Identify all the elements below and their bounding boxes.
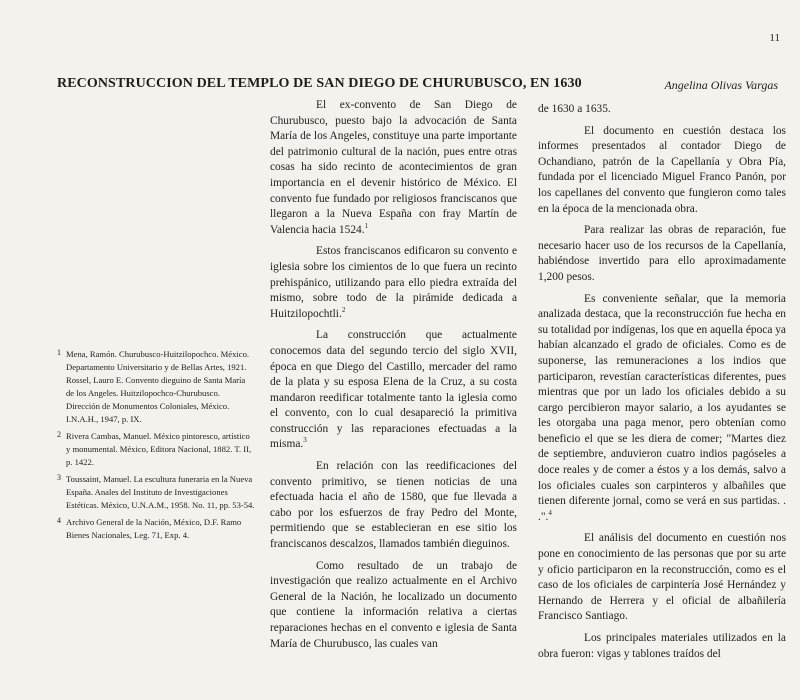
paragraph-text: Es conveniente señalar, que la memoria analizada destaca, que la reconstrucción fue hecha en su totalidad por indígenas, los que en aquella época ya habían alcanzado el grado de oficiales. Como es de suponerse, las remuneraciones a los indios que participaron, revestían características diferentes, pues mientras que por un lado los oficiales debido a su cargo percibieron mayor salario, a los ayudantes se les otorgaba una paga menor, pero obtenían como beneficio el que se les diera de comer; "Martes diez de septiembre, anduvieron cuatro indios pagóseles a doce reales y de comer a éstos y a los demás, salvo a los oficiales cuales son carpinteros y albañiles que tienen diferente jornal, como se verá en sus partidas. . .". [538, 292, 786, 523]
paragraph-text: Para realizar las obras de reparación, fue necesario hacer uso de los recursos de la Capellanía, habiéndose invertido para ello aproximadamente 1,200 pesos. [538, 224, 786, 283]
article-title: RECONSTRUCCION DEL TEMPLO DE SAN DIEGO DE CHURUBUSCO, EN 1630 [57, 76, 582, 91]
footnote-reference: 3 [303, 436, 307, 445]
footnote-number: 1 [57, 348, 61, 357]
paragraph-text: de 1630 a 1635. [538, 103, 611, 115]
body-paragraph [538, 531, 786, 625]
body-paragraph [538, 124, 786, 218]
footnote-number: 4 [57, 516, 61, 525]
body-paragraph [270, 328, 517, 453]
body-paragraph [270, 244, 517, 322]
footnote-text: Toussaint, Manuel. La escultura funeraria en la Nueva España. Anales del Instituto de Investigaciones Estéticas. México, U.N.A.M., 1958. No. 11, pp. 53-54. [66, 474, 255, 510]
body-paragraph [538, 292, 786, 526]
body-paragraph [270, 98, 517, 238]
body-paragraph [538, 102, 786, 118]
paragraph-text: Los principales materiales utilizados en la obra fueron: vigas y tablones traídos del [538, 632, 786, 660]
footnote [57, 430, 255, 469]
footnotes [57, 348, 255, 546]
footnote [57, 516, 255, 542]
footnote [57, 473, 255, 512]
footnote-reference: 4 [548, 509, 552, 518]
text-column-right [538, 102, 786, 668]
article-author: Angelina Olivas Vargas [664, 78, 778, 92]
footnote-number: 2 [57, 430, 61, 439]
footnote [57, 348, 255, 426]
body-paragraph [538, 631, 786, 662]
body-paragraph [270, 559, 517, 653]
paragraph-text: El ex-convento de San Diego de Churubusco, puesto bajo la advocación de Santa María de los Angeles, constituye una parte importante del patrimonio cultural de la nación, pues entre otras cosas ha sido recinto de acontecimientos de gran importancia en el devenir histórico de México. El convento fue fundado por religiosos franciscanos que llegaron a la Nueva España con fray Martín de Valencia hacia 1524. [270, 99, 517, 236]
body-paragraph [270, 459, 517, 553]
paragraph-text: La construcción que actualmente conocemos data del segundo tercio del siglo XVII, época en que Diego del Castillo, mercader del ramo de la plata y su esposa Elena de la Cruz, a su costa mandaron reedificar totalmente tanto la iglesia como el convento, con lo cual desapareció la primitiva construcción y las reparaciones efectuadas a la misma. [270, 329, 517, 451]
paragraph-text: El documento en cuestión destaca los informes presentados al contador Diego de Ochandiano, patrón de la Capellanía y Obra Pía, fundada por el licenciado Miguel Franco Panón, por los capellanes del convento que fungieron como tales en la época de la mencionada obra. [538, 124, 786, 215]
body-paragraph [538, 223, 786, 285]
footnote-text: Rivera Cambas, Manuel. México pintoresco, artístico y monumental. México, Editora Nacional, 1882. T. II, p. 1422. [66, 431, 252, 467]
text-column-left [270, 98, 517, 658]
footnote-number: 3 [57, 473, 61, 482]
footnote-text: Archivo General de la Nación, México, D.F. Ramo Bienes Nacionales, Leg. 71, Exp. 4. [66, 517, 242, 540]
paragraph-text: Como resultado de un trabajo de investigación que realizo actualmente en el Archivo General de la Nación, he localizado un documento que contiene la información relativa a ciertas reparaciones hechas en el convento e iglesia de Santa María de Churubusco, las cuales van [270, 559, 517, 650]
paragraph-text: En relación con las reedificaciones del convento primitivo, se tienen noticias de una efectuada hacia el año de 1580, que fue llevada a cabo por los esfuerzos de fray Pedro del Monte, permitiendo que se establecieran en ese sitio los franciscanos descalzos, llamados también dieguinos. [270, 460, 517, 551]
paragraph-text: El análisis del documento en cuestión nos pone en conocimiento de las personas que por su arte y oficio participaron en la reconstrucción, como es el caso de los oficiales de carpintería José Hernández y Hernando de Herrera y el oficial de albañilería Francisco Santiago. [538, 532, 786, 623]
footnote-text: Mena, Ramón. Churubusco-Huitzilopochco. México. Departamento Universitario y de Bellas Artes, 1921. Rossel, Lauro E. Convento dieguino de Santa María de los Angeles. Huitzilopochco-Churubusco. Dirección de Monumentos Coloniales, México. I.N.A.H., 1947, p. IX. [66, 349, 250, 424]
paragraph-text: Estos franciscanos edificaron su convento e iglesia sobre los cimientos de lo que fuera un recinto prehispánico, utilizando para ello piedra extraída del mismo, sobre todo de la pirámide dedicada a Huitzilopochtli. [270, 245, 517, 320]
footnote-reference: 2 [341, 305, 346, 314]
page-number: 11 [769, 32, 780, 44]
footnote-reference: 1 [364, 221, 369, 230]
